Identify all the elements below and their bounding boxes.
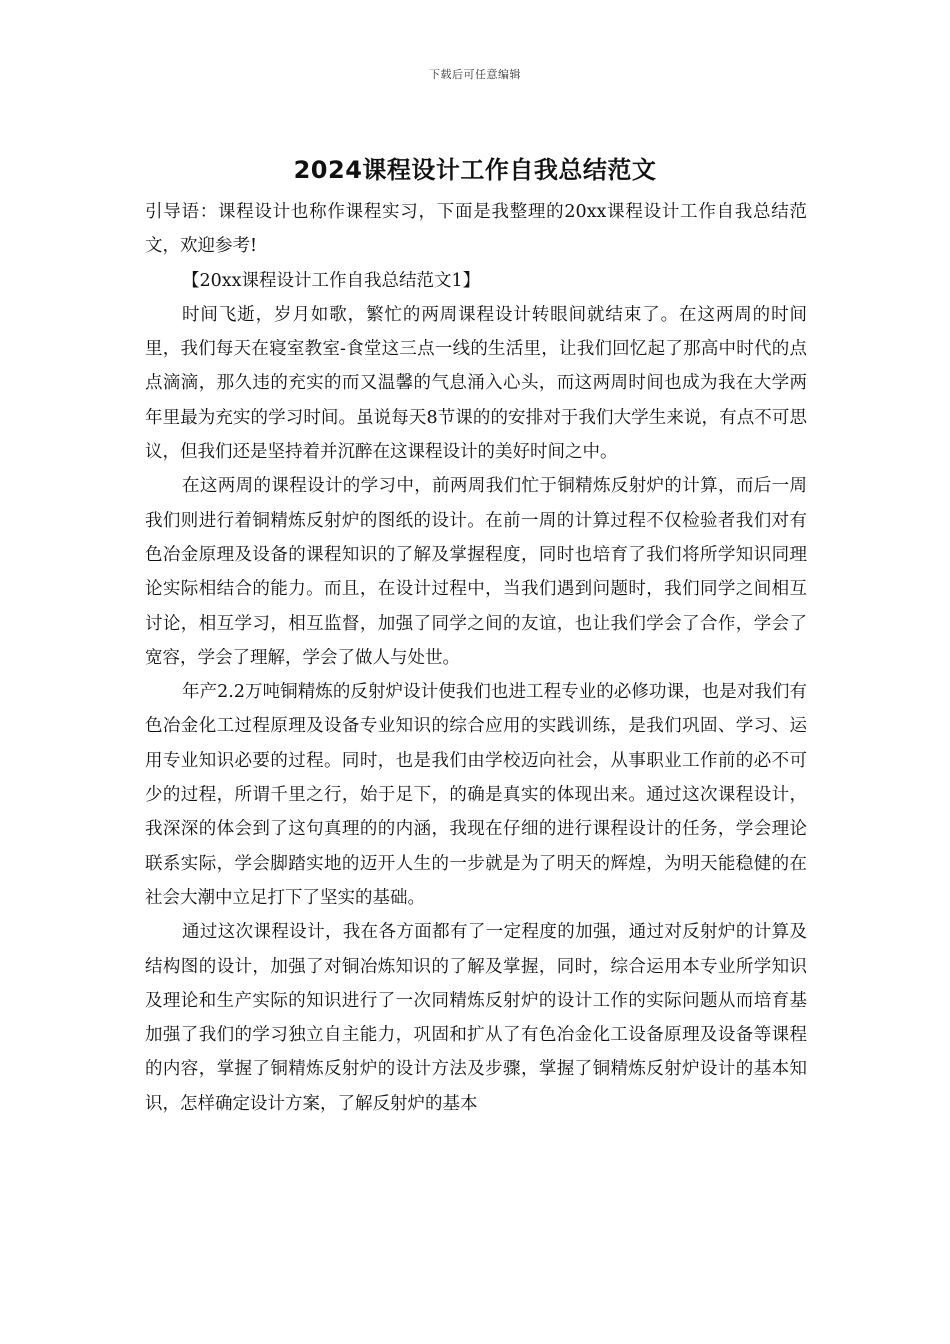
header-note: 下载后可任意编辑 (429, 68, 521, 81)
body-paragraph: 时间飞逝，岁月如歌，繁忙的两周课程设计转眼间就结束了。在这两周的时间里，我们每天在寝室教室-食堂这三点一线的生活里，让我们回忆起了那高中时代的点点滴滴，那久违的充实的而又温馨的气息涌入心头，而这两周时间也成为我在大学两年里最为充实的学习时间。虽说每天8节课的的安排对于我们大学生来说，有点不可思议，但我们还是坚持着并沉醉在这课程设计的美好时间之中。 (145, 304, 807, 463)
document-body (145, 195, 807, 1121)
body-paragraph: 年产2.2万吨铜精炼的反射炉设计使我们也进工程专业的必修功课，也是对我们有色冶金化工过程原理及设备专业知识的综合应用的实践训练，是我们巩固、学习、运用专业知识必要的过程。同时，也是我们由学校迈向社会，从事职业工作前的必不可少的过程，所谓千里之行，始于足下，的确是真实的体现出来。通过这次课程设计，我深深的体会到了这句真理的的内涵，我现在仔细的进行课程设计的任务，学会理论联系实际，学会脚踏实地的迈开人生的一步就是为了明天的辉煌，为明天能稳健的在社会大潮中立足打下了坚实的基础。 (145, 682, 807, 908)
intro-paragraph: 引导语：课程设计也称作课程实习，下面是我整理的20xx课程设计工作自我总结范文，欢迎参考! (145, 202, 807, 257)
section-heading: 【20xx课程设计工作自我总结范文1】 (182, 270, 481, 291)
body-paragraph: 在这两周的课程设计的学习中，前两周我们忙于铜精炼反射炉的计算，而后一周我们则进行着铜精炼反射炉的图纸的设计。在前一周的计算过程不仅检验者我们对有色冶金原理及设备的课程知识的了解及掌握程度，同时也培育了我们将所学知识同理论实际相结合的能力。而且，在设计过程中，当我们遇到问题时，我们同学之间相互讨论，相互学习，相互监督，加强了同学之间的友谊，也让我们学会了合作，学会了宽容，学会了理解，学会了做人与处世。 (145, 476, 807, 668)
document-title: 2024课程设计工作自我总结范文 (293, 156, 657, 184)
body-paragraph: 通过这次课程设计，我在各方面都有了一定程度的加强，通过对反射炉的计算及结构图的设计，加强了对铜冶炼知识的了解及掌握，同时，综合运用本专业所学知识及理论和生产实际的知识进行了一次同精炼反射炉的设计工作的实际问题从而培育基加强了我们的学习独立自主能力，巩固和扩从了有色冶金化工设备原理及设备等课程的内容，掌握了铜精炼反射炉的设计方法及步骤，掌握了铜精炼反射炉设计的基本知识，怎样确定设计方案，了解反射炉的基本 (145, 922, 807, 1114)
